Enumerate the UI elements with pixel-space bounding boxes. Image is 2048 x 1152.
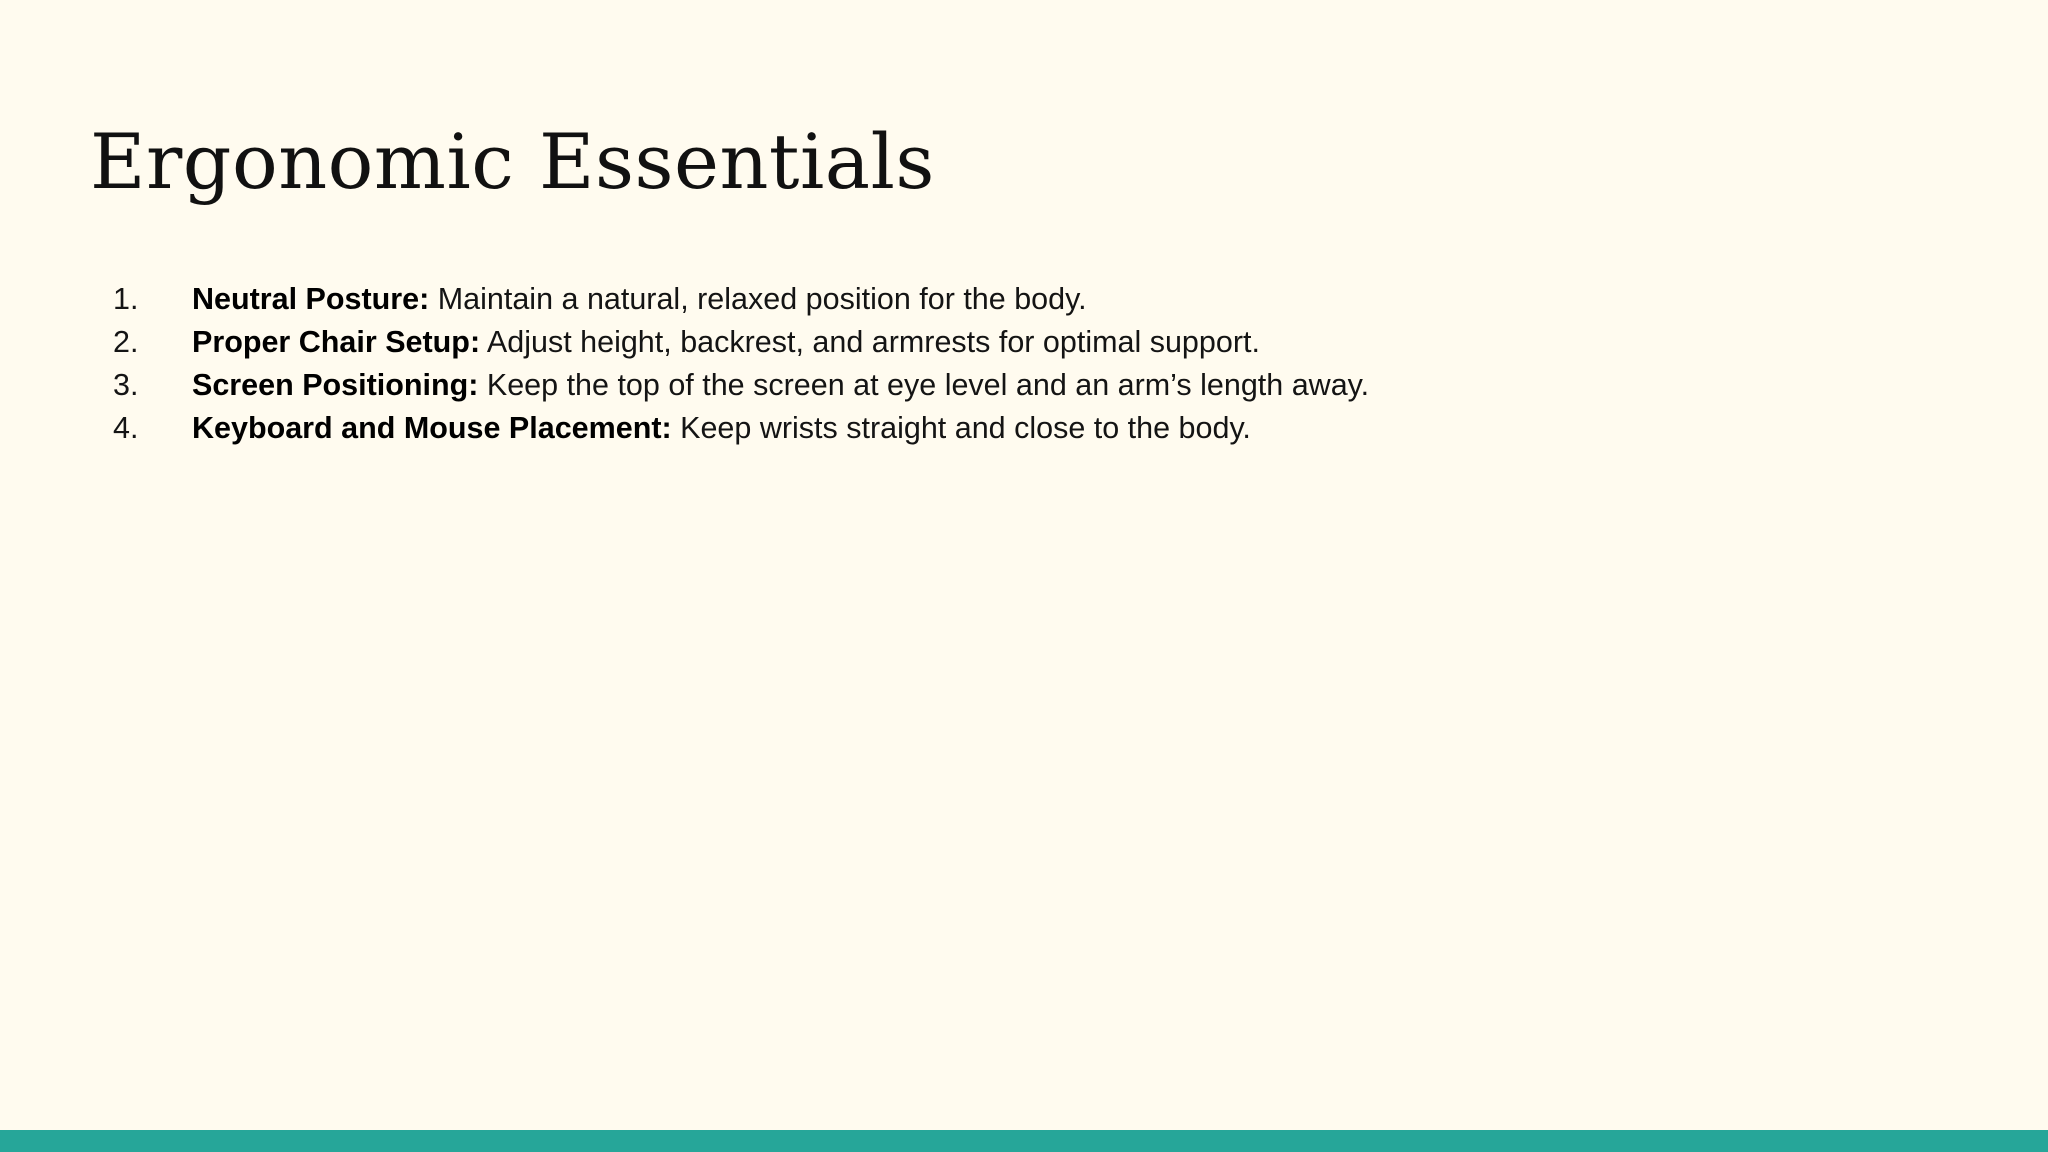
list-item-number: 2.: [113, 325, 139, 359]
list-item-term: Proper Chair Setup:: [192, 325, 481, 359]
list-item-number: 3.: [113, 368, 139, 402]
list-item-description: Keep wrists straight and close to the body.: [671, 411, 1251, 445]
footer-accent-bar: [0, 1130, 2048, 1152]
list-item-number: 4.: [113, 411, 139, 445]
list-item-text: [192, 278, 1087, 321]
slide-title: Ergonomic Essentials: [90, 117, 935, 206]
list-item-text: [192, 364, 1369, 407]
list-item-description: Adjust height, backrest, and armrests for optimal support.: [480, 325, 1260, 359]
list-item-text: [192, 407, 1251, 450]
list-item-term: Neutral Posture:: [192, 282, 430, 316]
list-item-number: 1.: [113, 282, 139, 316]
list-item-description: Maintain a natural, relaxed position for the body.: [429, 282, 1087, 316]
list-item-term: Keyboard and Mouse Placement:: [192, 411, 672, 445]
list-item-text: [192, 321, 1260, 364]
list-item-term: Screen Positioning:: [192, 368, 479, 402]
list-item-description: Keep the top of the screen at eye level and an arm’s length away.: [478, 368, 1370, 402]
